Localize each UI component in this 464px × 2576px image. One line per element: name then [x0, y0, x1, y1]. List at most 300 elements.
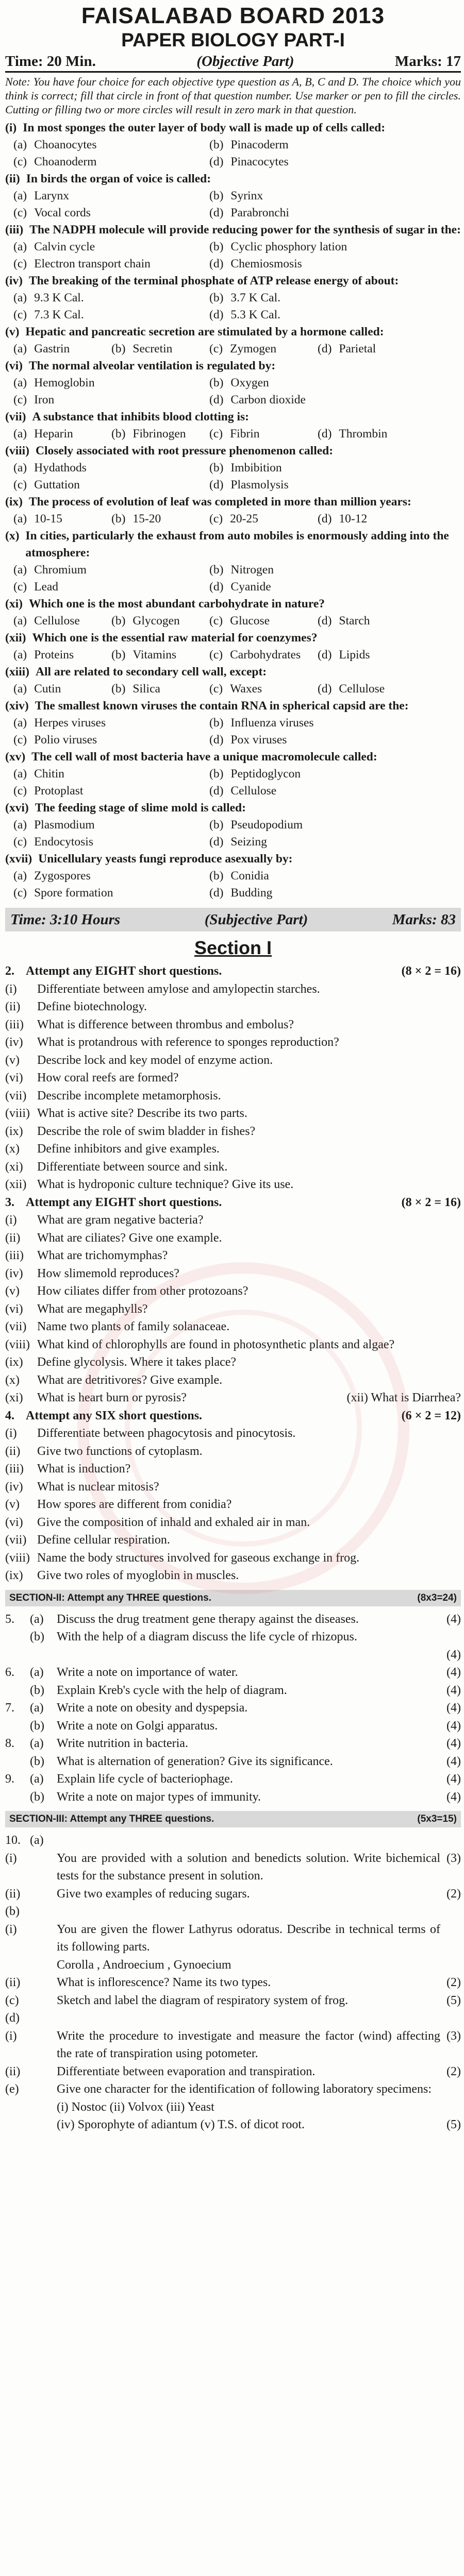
- row-number: 5.: [5, 1612, 14, 1626]
- long-question-row: [5, 1611, 461, 1629]
- mcq-option: [13, 137, 209, 154]
- mcq-option: [209, 783, 461, 800]
- mcq-number: (xiii): [5, 665, 29, 679]
- item-text: Name two plants of family solanaceae.: [37, 1320, 230, 1333]
- option-text: Polio viruses: [34, 733, 97, 747]
- short-question-item: [5, 1531, 461, 1549]
- row-marks: (4): [446, 1666, 461, 1679]
- option-text: Parabronchi: [230, 206, 289, 219]
- item-text: What are detritivores? Give example.: [37, 1373, 223, 1387]
- mcq-text: In cities, particularly the exhaust from auto mobiles is enormously adding into the atmosphere:: [25, 529, 449, 560]
- row-marks: (4): [446, 1772, 461, 1786]
- section-3-questions: [5, 1832, 461, 2134]
- mcq-option: [209, 579, 461, 596]
- option-letter: (d): [209, 308, 224, 321]
- option-letter: (c): [13, 580, 27, 594]
- subjective-part-label: (Subjective Part): [204, 911, 308, 928]
- item-roman: (ix): [5, 1569, 23, 1582]
- mcq-option: [13, 562, 209, 579]
- mcq-option: [318, 511, 461, 528]
- mcq-option: [13, 460, 209, 477]
- long-question-row: [5, 1646, 461, 1664]
- item-roman: (x): [5, 1373, 20, 1387]
- row-text: (iv) Sporophyte of adiantum (v) T.S. of dicot root.: [57, 2118, 305, 2131]
- option-letter: (a): [13, 240, 27, 253]
- option-letter: (a): [13, 342, 27, 355]
- item-roman: (i): [5, 1213, 17, 1227]
- option-letter: (b): [111, 614, 126, 628]
- row-number: 6.: [5, 1666, 14, 1679]
- option-text: Pox viruses: [230, 733, 287, 747]
- mcq-number: (vi): [5, 359, 23, 372]
- item-text: How ciliates differ from other protozoans?: [37, 1284, 248, 1298]
- option-letter: (a): [13, 682, 27, 696]
- mcq-option: [13, 732, 209, 749]
- short-question-item: [5, 1265, 461, 1283]
- mcq-option: [13, 834, 209, 851]
- objective-meta: [5, 52, 461, 73]
- mcq-item: [5, 222, 461, 273]
- option-letter: (d): [318, 614, 332, 628]
- row-marks: (4): [446, 1612, 461, 1626]
- long-question-row: [5, 1903, 461, 1921]
- option-letter: (b): [209, 716, 224, 730]
- option-text: Cellulose: [339, 682, 385, 696]
- long-question-row: [5, 1850, 461, 1885]
- mcq-option: [209, 205, 461, 222]
- option-letter: (c): [13, 206, 27, 219]
- option-letter: (d): [318, 648, 332, 662]
- mcq-option: [209, 834, 461, 851]
- item-roman: (xii): [5, 1178, 27, 1191]
- option-text: Secretin: [132, 342, 173, 355]
- option-text: Spore formation: [34, 886, 113, 900]
- mcq-item: [5, 324, 461, 358]
- mcq-item: [5, 851, 461, 902]
- short-question-item: [5, 1514, 461, 1532]
- mcq-option: [209, 766, 461, 783]
- mcq-item: [5, 273, 461, 324]
- row-part: (a): [30, 1701, 44, 1715]
- mcq-item: [5, 749, 461, 800]
- row-part: (a): [30, 1612, 44, 1626]
- mcq-option: [13, 392, 209, 409]
- row-text: Write nutrition in bacteria.: [57, 1737, 188, 1750]
- option-text: 9.3 K Cal.: [34, 291, 84, 304]
- option-letter: (a): [13, 767, 27, 781]
- long-question-row: [5, 1682, 461, 1700]
- row-text: Write a note on obesity and dyspepsia.: [57, 1701, 248, 1715]
- option-text: Pinacocytes: [230, 155, 289, 168]
- question-instruction: Attempt any EIGHT short questions.: [26, 1195, 222, 1209]
- option-text: Carbohydrates: [230, 648, 301, 662]
- option-letter: (a): [13, 291, 27, 304]
- mcq-question: [5, 273, 461, 290]
- row-text: What is alternation of generation? Give its significance.: [57, 1754, 333, 1768]
- paper-title: PAPER BIOLOGY PART-I: [121, 29, 345, 50]
- mcq-option: [13, 256, 209, 273]
- option-text: Glucose: [230, 614, 270, 628]
- row-part: (b): [30, 1719, 44, 1733]
- mcq-number: (iv): [5, 274, 23, 287]
- option-letter: (a): [13, 648, 27, 662]
- mcq-number: (xvii): [5, 852, 32, 866]
- mcq-question: [5, 749, 461, 766]
- option-text: Herpes viruses: [34, 716, 106, 730]
- option-letter: (d): [209, 835, 224, 849]
- section-3-title: SECTION-III: Attempt any THREE questions.: [9, 1814, 214, 1824]
- option-text: Pseudopodium: [230, 818, 303, 832]
- item-text: Define glycolysis. Where it takes place?: [37, 1355, 237, 1369]
- option-letter: (d): [209, 155, 224, 168]
- option-text: Cutin: [34, 682, 61, 696]
- row-number: (d): [5, 2011, 20, 2025]
- mcq-options: [5, 137, 461, 171]
- mcq-number: (ii): [5, 172, 20, 185]
- row-text: Write a note on Golgi apparatus.: [57, 1719, 218, 1733]
- row-part: (a): [30, 1772, 44, 1786]
- mcq-item: [5, 800, 461, 851]
- mcq-option: [209, 375, 461, 392]
- item-text: Differentiate between amylose and amylopectin starches.: [37, 982, 320, 996]
- mcq-option: [209, 562, 461, 579]
- option-text: Vitamins: [132, 648, 177, 662]
- option-letter: (b): [209, 138, 224, 151]
- short-question-item: [5, 1389, 461, 1407]
- short-question-item: [5, 1123, 461, 1141]
- row-marks: (4): [446, 1719, 461, 1733]
- short-question-item: [5, 1371, 461, 1389]
- option-letter: (d): [209, 393, 224, 406]
- option-text: Heparin: [34, 427, 73, 440]
- item-text: What are ciliates? Give one example.: [37, 1231, 222, 1245]
- mcq-option: [13, 477, 209, 494]
- mcq-options: [5, 562, 461, 596]
- mcq-option: [13, 341, 111, 358]
- mcq-question: [5, 851, 461, 868]
- short-question-item: [5, 1460, 461, 1478]
- item-roman: (iv): [5, 1036, 23, 1049]
- board-title: FAISALABAD BOARD 2013: [81, 3, 385, 28]
- item-roman: (ix): [5, 1355, 23, 1369]
- mcq-option: [209, 137, 461, 154]
- row-marks: (2): [446, 2064, 461, 2078]
- option-text: Imbibition: [230, 461, 282, 474]
- mcq-text: The cell wall of most bacteria have a unique macromolecule called:: [31, 750, 377, 764]
- option-letter: (a): [13, 614, 27, 628]
- long-question-row: [5, 1921, 461, 1956]
- mcq-option: [209, 290, 461, 307]
- mcq-option: [209, 188, 461, 205]
- option-letter: (b): [209, 240, 224, 253]
- mcq-options: [5, 188, 461, 222]
- option-letter: (b): [209, 818, 224, 832]
- row-marks: (3): [446, 1851, 461, 1865]
- row-number: 9.: [5, 1772, 14, 1786]
- option-letter: (c): [13, 257, 27, 270]
- mcq-text: The NADPH molecule will provide reducing power for the synthesis of sugar in the:: [29, 223, 461, 236]
- option-text: Zygospores: [34, 869, 91, 883]
- option-letter: (b): [111, 427, 126, 440]
- option-text: Endocytosis: [34, 835, 93, 849]
- short-question-item: [5, 1052, 461, 1070]
- mcq-item: [5, 409, 461, 443]
- mcq-options: [5, 426, 461, 443]
- item-text: Give the composition of inhald and exhaled air in man.: [37, 1515, 310, 1529]
- option-text: Chromium: [34, 563, 87, 577]
- option-text: Waxes: [230, 682, 262, 696]
- row-marks: (2): [446, 1887, 461, 1901]
- item-roman: (ii): [5, 1444, 21, 1458]
- option-letter: (c): [13, 393, 27, 406]
- item-roman: (vi): [5, 1302, 23, 1316]
- long-question-row: [5, 1974, 461, 1992]
- mcq-text: The normal alveolar ventilation is regulated by:: [28, 359, 276, 372]
- mcq-option: [209, 732, 461, 749]
- short-question-heading: [5, 1194, 461, 1212]
- subjective-meta: [5, 908, 461, 931]
- item-roman: (iii): [5, 1018, 24, 1031]
- item-text: Define inhibitors and give examples.: [37, 1142, 220, 1156]
- mcq-text: Which one is the essential raw material for coenzymes?: [32, 631, 318, 645]
- row-marks: (5): [446, 1993, 461, 2007]
- short-question-item: [5, 1300, 461, 1318]
- short-question-item: [5, 1069, 461, 1087]
- item-roman: (v): [5, 1053, 20, 1067]
- item-text: How slimemold reproduces?: [37, 1266, 179, 1280]
- row-number: (ii): [5, 2064, 21, 2078]
- item-text: Differentiate between phagocytosis and pinocytosis.: [37, 1427, 296, 1440]
- item-text: Name the body structures involved for gaseous exchange in frog.: [37, 1551, 360, 1565]
- row-text: Write a note on importance of water.: [57, 1666, 238, 1679]
- mcq-option: [209, 868, 461, 885]
- option-letter: (b): [111, 648, 126, 662]
- option-text: Electron transport chain: [34, 257, 151, 270]
- item-text: Describe lock and key model of enzyme action.: [37, 1053, 273, 1067]
- mcq-number: (xii): [5, 631, 26, 645]
- mcq-option: [209, 613, 318, 630]
- mcq-option: [13, 715, 209, 732]
- short-question-item: [5, 1140, 461, 1158]
- mcq-text: All are related to secondary cell wall, except:: [36, 665, 267, 679]
- mcq-question: [5, 171, 461, 188]
- option-letter: (a): [13, 427, 27, 440]
- option-text: Fibrinogen: [132, 427, 186, 440]
- row-number: (e): [5, 2082, 19, 2096]
- mcq-item: [5, 443, 461, 494]
- mcq-option: [318, 681, 461, 698]
- mcq-question: [5, 494, 461, 511]
- row-number: (ii): [5, 1887, 21, 1901]
- option-letter: (d): [318, 682, 332, 696]
- option-letter: (a): [13, 716, 27, 730]
- question-instruction: Attempt any EIGHT short questions.: [26, 964, 222, 978]
- long-question-row: [5, 1788, 461, 1806]
- short-question-item: [5, 1496, 461, 1514]
- option-text: Hemoglobin: [34, 376, 95, 389]
- option-letter: (b): [209, 869, 224, 883]
- option-letter: (c): [209, 614, 223, 628]
- section-2-title: SECTION-II: Attempt any THREE questions.: [9, 1592, 211, 1603]
- mcq-text: In birds the organ of voice is called:: [26, 172, 211, 185]
- option-letter: (a): [13, 461, 27, 474]
- mcq-option: [13, 307, 209, 324]
- objective-part-label: (Objective Part): [196, 53, 294, 70]
- mcq-number: (xi): [5, 597, 23, 611]
- mcq-item: [5, 494, 461, 528]
- option-text: Syrinx: [230, 189, 263, 202]
- mcq-option: [209, 885, 461, 902]
- subjective-time: Time: 3:10 Hours: [10, 911, 121, 928]
- item-extra: (xii) What is Diarrhea?: [346, 1391, 461, 1404]
- section-3-header: [5, 1811, 461, 1827]
- mcq-option: [318, 613, 461, 630]
- mcq-option: [209, 511, 318, 528]
- item-roman: (viii): [5, 1107, 30, 1120]
- item-roman: (vi): [5, 1071, 23, 1084]
- mcq-options: [5, 613, 461, 630]
- item-roman: (xi): [5, 1391, 23, 1404]
- option-text: Cellulose: [230, 784, 277, 798]
- item-text: What are gram negative bacteria?: [37, 1213, 204, 1227]
- option-letter: (d): [318, 512, 332, 526]
- option-text: Plasmodium: [34, 818, 95, 832]
- mcq-option: [13, 783, 209, 800]
- mcq-text: Closely associated with root pressure phenomenon called:: [36, 444, 334, 457]
- mcq-question: [5, 120, 461, 137]
- option-letter: (c): [13, 155, 27, 168]
- mcq-option: [209, 817, 461, 834]
- item-roman: (vii): [5, 1089, 27, 1103]
- mcq-question: [5, 664, 461, 681]
- option-letter: (d): [318, 342, 332, 355]
- option-text: Chemiosmosis: [230, 257, 302, 270]
- heading-left: [5, 1194, 222, 1212]
- mcq-option: [209, 647, 318, 664]
- mcq-text: In most sponges the outer layer of body wall is made up of cells called:: [23, 121, 386, 134]
- option-text: Calvin cycle: [34, 240, 95, 253]
- question-number: 3.: [5, 1195, 14, 1209]
- option-text: 5.3 K Cal.: [230, 308, 281, 321]
- mcq-option: [111, 511, 209, 528]
- long-question-row: [5, 1699, 461, 1717]
- mcq-number: (viii): [5, 444, 29, 457]
- row-text: Give two examples of reducing sugars.: [57, 1887, 250, 1901]
- option-text: Peptidoglycon: [230, 767, 301, 781]
- mcq-text: The breaking of the terminal phosphate of ATP release energy of about:: [28, 274, 399, 287]
- mcq-item: [5, 120, 461, 171]
- option-letter: (c): [209, 427, 223, 440]
- row-text: With the help of a diagram discuss the life cycle of rhizopus.: [57, 1630, 357, 1643]
- heading-left: [5, 962, 222, 980]
- row-text: (i) Nostoc (ii) Volvox (iii) Yeast: [57, 2100, 214, 2114]
- option-text: Starch: [339, 614, 370, 628]
- mcq-option: [13, 154, 209, 171]
- long-question-row: [5, 2009, 461, 2027]
- row-number: (c): [5, 1993, 19, 2007]
- option-letter: (c): [13, 886, 27, 900]
- long-question-row: [5, 1956, 461, 1974]
- long-question-row: [5, 1753, 461, 1771]
- question-marks: (6 × 2 = 12): [401, 1409, 461, 1422]
- mcq-option: [13, 647, 111, 664]
- row-text: Sketch and label the diagram of respiratory system of frog.: [57, 1993, 349, 2007]
- long-question-row: [5, 1832, 461, 1850]
- short-question-item: [5, 1425, 461, 1443]
- row-text: Explain Kreb's cycle with the help of diagram.: [57, 1683, 287, 1697]
- short-question-item: [5, 1247, 461, 1265]
- option-letter: (b): [111, 342, 126, 355]
- row-marks: (4): [446, 1754, 461, 1768]
- row-number: 7.: [5, 1701, 14, 1715]
- mcq-option: [111, 426, 209, 443]
- row-number: (i): [5, 2029, 17, 2043]
- mcq-options: [5, 647, 461, 664]
- long-question-row: [5, 1885, 461, 1903]
- item-roman: (vii): [5, 1320, 27, 1333]
- mcq-option: [209, 460, 461, 477]
- row-part: (b): [30, 1790, 44, 1804]
- item-text: What are trichomymphas?: [37, 1249, 168, 1262]
- short-question-item: [5, 1087, 461, 1105]
- option-letter: (a): [13, 376, 27, 389]
- mcq-option: [13, 766, 209, 783]
- short-question-item: [5, 1318, 461, 1336]
- option-text: Conidia: [230, 869, 269, 883]
- question-marks: (8 × 2 = 16): [401, 1195, 461, 1209]
- long-question-row: [5, 1664, 461, 1682]
- option-letter: (c): [13, 835, 27, 849]
- short-question-item: [5, 1567, 461, 1585]
- row-number: (b): [5, 1905, 20, 1918]
- long-question-row: [5, 1770, 461, 1788]
- section-2-marks: (8x3=24): [417, 1592, 457, 1603]
- row-number: (i): [5, 1851, 17, 1865]
- row-text: Give one character for the identification of following laboratory specimens:: [57, 2082, 432, 2096]
- item-roman: (vii): [5, 1533, 27, 1547]
- item-text: What is protandrous with reference to sponges reproduction?: [37, 1036, 339, 1049]
- row-text: You are provided with a solution and benedicts solution. Write bichemical tests for the substance present in solution.: [57, 1851, 440, 1883]
- mcq-item: [5, 698, 461, 749]
- long-question-row: [5, 2080, 461, 2098]
- mcq-option: [318, 341, 461, 358]
- mcq-option: [209, 154, 461, 171]
- option-letter: (c): [13, 784, 27, 798]
- mcq-question: [5, 324, 461, 341]
- instruction-note: Note: You have four choice for each objective type question as A, B, C and D. The choice which you think is correct; fill that circle in front of that question number. Use marker or pen to fill the circles. Cutting or filling two or more circles will result in zero mark in that question.: [5, 75, 461, 116]
- item-text: Differentiate between source and sink.: [37, 1160, 228, 1174]
- option-letter: (a): [13, 512, 27, 526]
- subjective-marks: Marks: 83: [392, 911, 456, 928]
- mcq-question: [5, 596, 461, 613]
- option-text: Choanocytes: [34, 138, 97, 151]
- option-letter: (a): [13, 138, 27, 151]
- mcq-option: [209, 239, 461, 256]
- option-letter: (b): [209, 189, 224, 202]
- item-roman: (i): [5, 982, 17, 996]
- question-instruction: Attempt any SIX short questions.: [26, 1409, 203, 1422]
- mcq-options: [5, 868, 461, 902]
- question-marks: (8 × 2 = 16): [401, 964, 461, 978]
- item-roman: (v): [5, 1284, 20, 1298]
- short-question-item: [5, 1282, 461, 1300]
- heading-left: [5, 1407, 202, 1425]
- mcq-options: [5, 375, 461, 409]
- question-number: 4.: [5, 1409, 14, 1422]
- mcq-item: [5, 171, 461, 222]
- long-question-row: [5, 2063, 461, 2081]
- mcq-item: [5, 528, 461, 596]
